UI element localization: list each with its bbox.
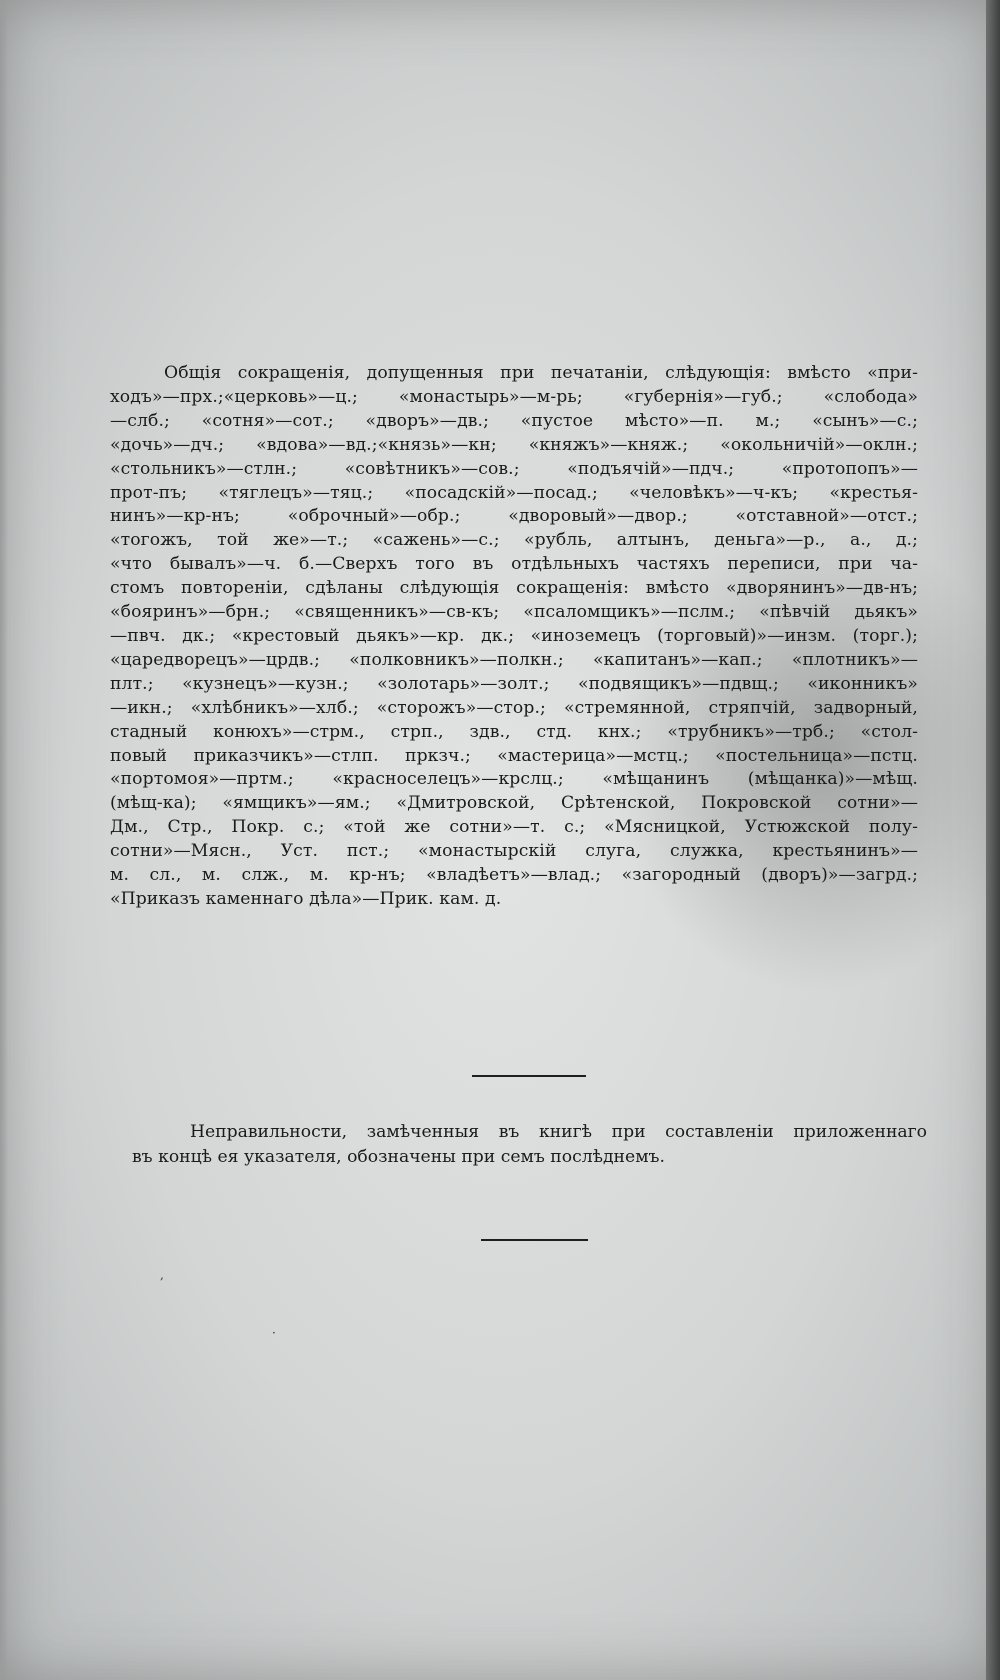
abbreviations-line: «Приказъ каменнаго дѣла»—Прик. кам. д. — [110, 888, 502, 909]
abbreviations-line: ходъ»—прх.;«церковь»—ц.; «монастырь»—м-рь; «губернія»—губ.; «слобода» — [110, 386, 918, 407]
abbreviations-line: повый приказчикъ»—стлп. пркзч.; «мастерица»—мстц.; «постельница»—пстц. — [110, 745, 918, 766]
abbreviations-line: прот-пъ; «тяглецъ»—тяц.; «посадскій»—посад.; «человѣкъ»—ч-къ; «крестья- — [110, 482, 918, 503]
errata-line: въ концѣ ея указателя, обозначены при семъ послѣднемъ. — [132, 1147, 665, 1167]
abbreviations-line: Общія сокращенія, допущенныя при печатаніи, слѣдующія: вмѣсто «при- — [164, 363, 918, 383]
abbreviations-line: «портомоя»—пртм.; «красноселецъ»—крслц.; «мѣщанинъ (мѣщанка)»—мѣщ. — [110, 769, 918, 790]
abbreviations-line: «тогожъ, той же»—т.; «сажень»—с.; «рубль, алтынъ, деньга»—р., а., д.; — [110, 530, 918, 551]
section-divider — [472, 1075, 586, 1077]
ink-speck: · — [272, 1326, 276, 1340]
abbreviations-line: —слб.; «сотня»—сот.; «дворъ»—дв.; «пустое мѣсто»—п. м.; «сынъ»—с.; — [110, 410, 918, 431]
abbreviations-line: «дочь»—дч.; «вдова»—вд.;«князь»—кн; «княжъ»—княж.; «окольничій»—оклн.; — [110, 434, 918, 455]
section-divider — [481, 1239, 588, 1241]
errata-paragraph — [132, 1120, 927, 1170]
abbreviations-line: стомъ повтореніи, сдѣланы слѣдующія сокращенія: вмѣсто «дворянинъ»—дв-нъ; — [110, 578, 918, 599]
abbreviations-line: «стольникъ»—стлн.; «совѣтникъ»—сов.; «подъячій»—пдч.; «протопопъ»— — [110, 458, 918, 479]
abbreviations-line: «что бывалъ»—ч. б.—Сверхъ того въ отдѣльныхъ частяхъ переписи, при ча- — [110, 554, 918, 575]
abbreviations-line: «бояринъ»—брн.; «священникъ»—св-къ; «псаломщикъ»—пслм.; «пѣвчій дьякъ» — [110, 602, 918, 623]
abbreviations-line: м. сл., м. слж., м. кр-нъ; «владѣетъ»—влад.; «загородный (дворъ)»—загрд.; — [110, 865, 918, 886]
abbreviations-line: стадный конюхъ»—стрм., стрп., здв., стд. кнх.; «трубникъ»—трб.; «стол- — [110, 721, 918, 742]
abbreviations-line: (мѣщ-ка); «ямщикъ»—ям.; «Дмитровской, Срѣтенской, Покровской сотни»— — [110, 793, 918, 814]
page-binding-edge — [986, 0, 1000, 1680]
abbreviations-line: «царедворецъ»—црдв.; «полковникъ»—полкн.; «капитанъ»—кап.; «плотникъ»— — [110, 649, 918, 670]
ink-speck: , — [160, 1268, 164, 1282]
errata-line: Неправильности, замѣченныя въ книгѣ при составленіи приложеннаго — [190, 1122, 927, 1142]
abbreviations-line: нинъ»—кр-нъ; «оброчный»—обр.; «дворовый»—двор.; «отставной»—отст.; — [110, 506, 918, 527]
abbreviations-line: плт.; «кузнецъ»—кузн.; «золотарь»—золт.; «подвящикъ»—пдвщ.; «иконникъ» — [110, 673, 918, 694]
abbreviations-line: сотни»—Мясн., Уст. пст.; «монастырскій слуга, служка, крестьянинъ»— — [110, 841, 918, 862]
abbreviations-paragraph — [110, 362, 918, 912]
page-left-edge — [0, 0, 8, 1680]
abbreviations-line: —икн.; «хлѣбникъ»—хлб.; «сторожъ»—стор.; «стремянной, стряпчій, задворный, — [110, 697, 918, 718]
abbreviations-line: —пвч. дк.; «крестовый дьякъ»—кр. дк.; «иноземецъ (торговый)»—инзм. (торг.); — [110, 625, 918, 646]
abbreviations-line: Дм., Стр., Покр. с.; «той же сотни»—т. с.; «Мясницкой, Устюжской полу- — [110, 817, 918, 838]
